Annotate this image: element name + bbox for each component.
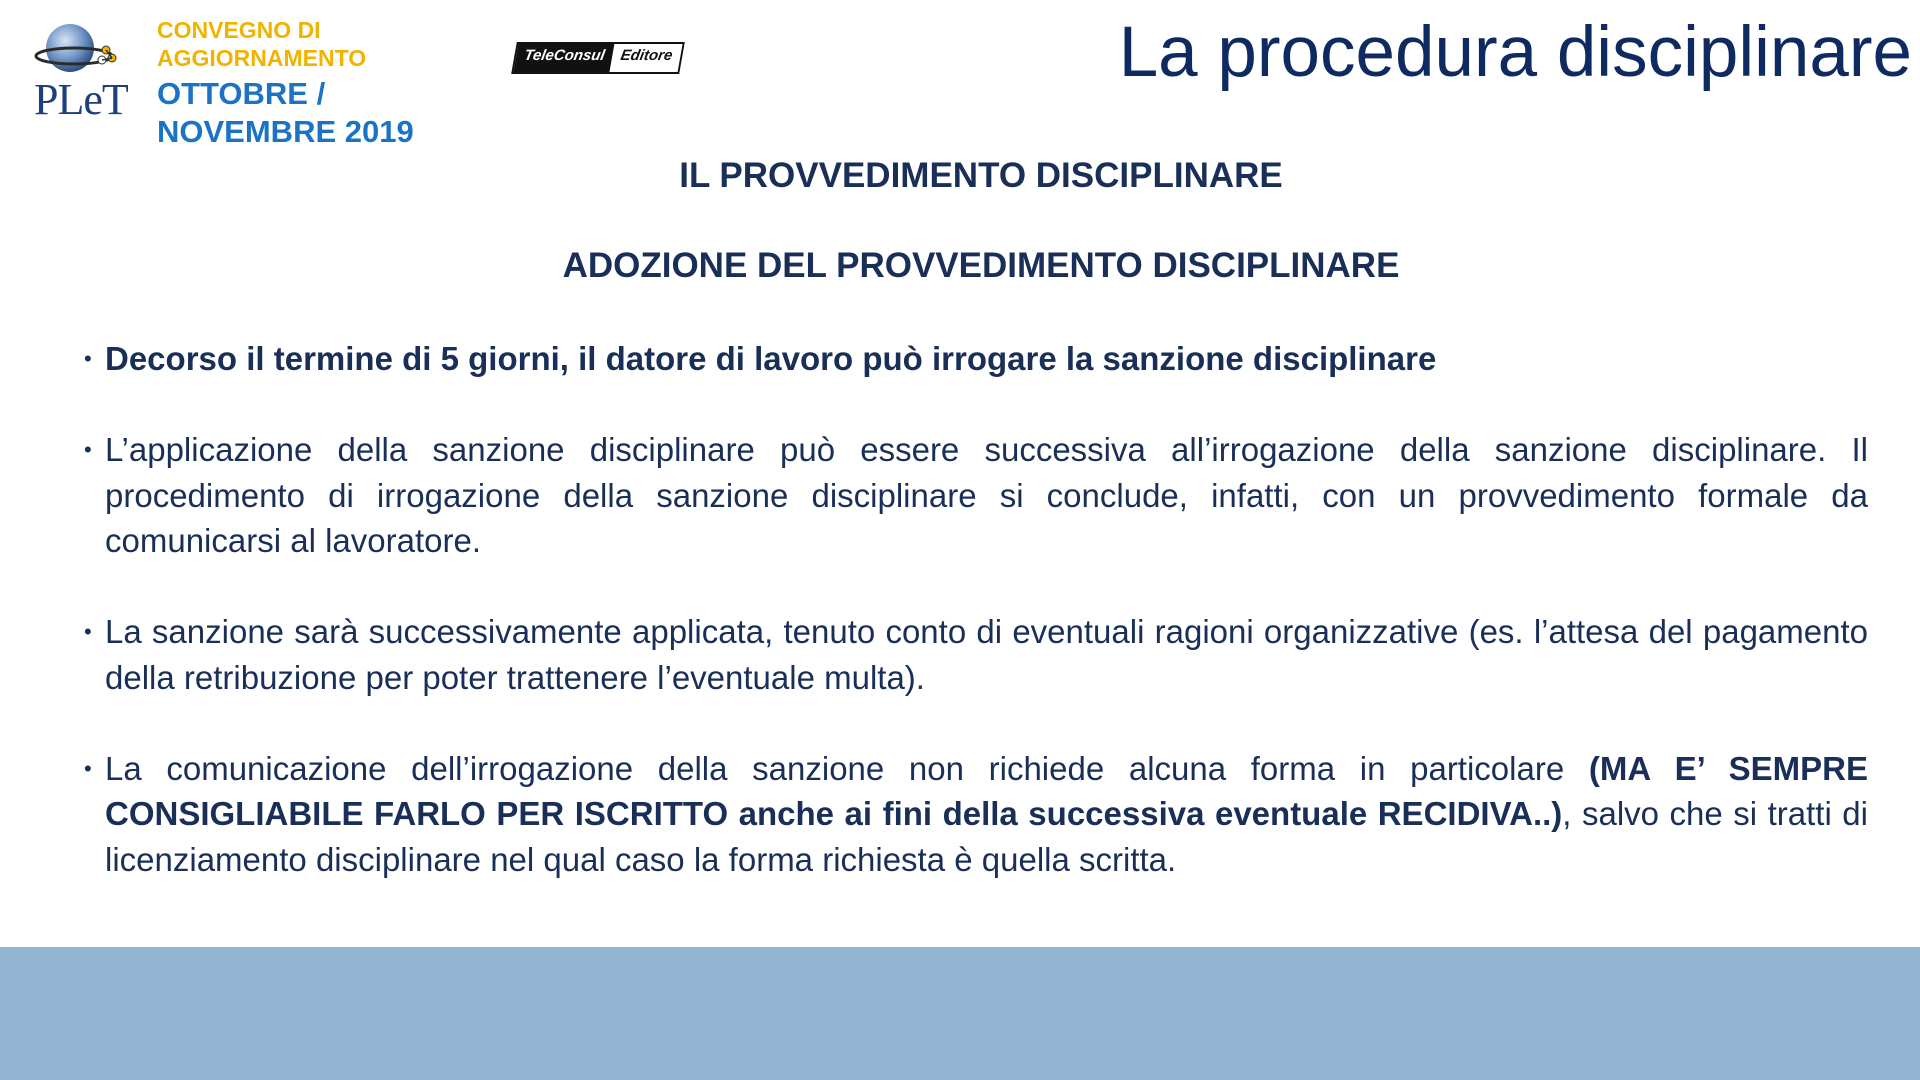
dates-line-2: NOVEMBRE 2019 — [157, 114, 414, 149]
event-dates — [157, 75, 414, 151]
footer-band — [0, 947, 1920, 1080]
bullet-4-bold-text: (MA E’ SEMPRE CONSIGLIABILE FARLO PER ISCRITTO anche ai fini della successiva eventuale RECIDIVA..) — [105, 749, 1868, 832]
publisher-name: TeleConsul — [514, 44, 615, 72]
bullet-dot-icon: • — [84, 346, 92, 371]
event-line-2: AGGIORNAMENTO — [157, 45, 367, 71]
bullet-2-text: L’applicazione della sanzione disciplinare può essere successiva all’irrogazione della sanzione disciplinare. Il procedimento di irrogazione della sanzione disciplinare si conclude, infatti, con un provvedimento formale da comunicarsi al lavoratore. — [105, 431, 1868, 559]
bullet-item-4 — [84, 746, 1868, 883]
bullet-item-3 — [84, 609, 1868, 700]
event-line-1: CONVEGNO DI — [157, 17, 321, 43]
plet-logo — [32, 18, 128, 124]
section-heading: IL PROVVEDIMENTO DISCIPLINARE — [679, 156, 1283, 195]
bullet-3-text: La sanzione sarà successivamente applicata, tenuto conto di eventuali ragioni organizzative (es. l’attesa del pagamento della retribuzione per poter trattenere l’eventuale multa). — [105, 613, 1868, 696]
bullet-4-text-post: , salvo che si tratti di licenziamento disciplinare nel qual caso la forma richiesta è quella scritta. — [105, 795, 1868, 878]
event-label — [157, 16, 366, 72]
slide-title: La procedura disciplinare — [1118, 13, 1912, 92]
bullet-4-text-pre: La comunicazione dell’irrogazione della sanzione non richiede alcuna forma in particolare — [105, 749, 1589, 787]
bullet-item-1 — [84, 336, 1868, 382]
publisher-suffix: Editore — [610, 44, 683, 72]
bullet-list — [84, 336, 1868, 882]
publisher-logo — [511, 42, 685, 74]
logo-wordmark: PLeT — [34, 75, 128, 124]
bullet-dot-icon: • — [84, 437, 92, 462]
dates-line-1: OTTOBRE / — [157, 76, 326, 111]
bullet-1-bold-text: Decorso il termine di 5 giorni, il datore di lavoro può irrogare la sanzione disciplinare — [105, 340, 1437, 377]
bullet-item-2 — [84, 427, 1868, 564]
section-subheading: ADOZIONE DEL PROVVEDIMENTO DISCIPLINARE — [562, 246, 1400, 285]
bullet-dot-icon: • — [84, 755, 92, 781]
bullet-dot-icon: • — [84, 619, 92, 644]
